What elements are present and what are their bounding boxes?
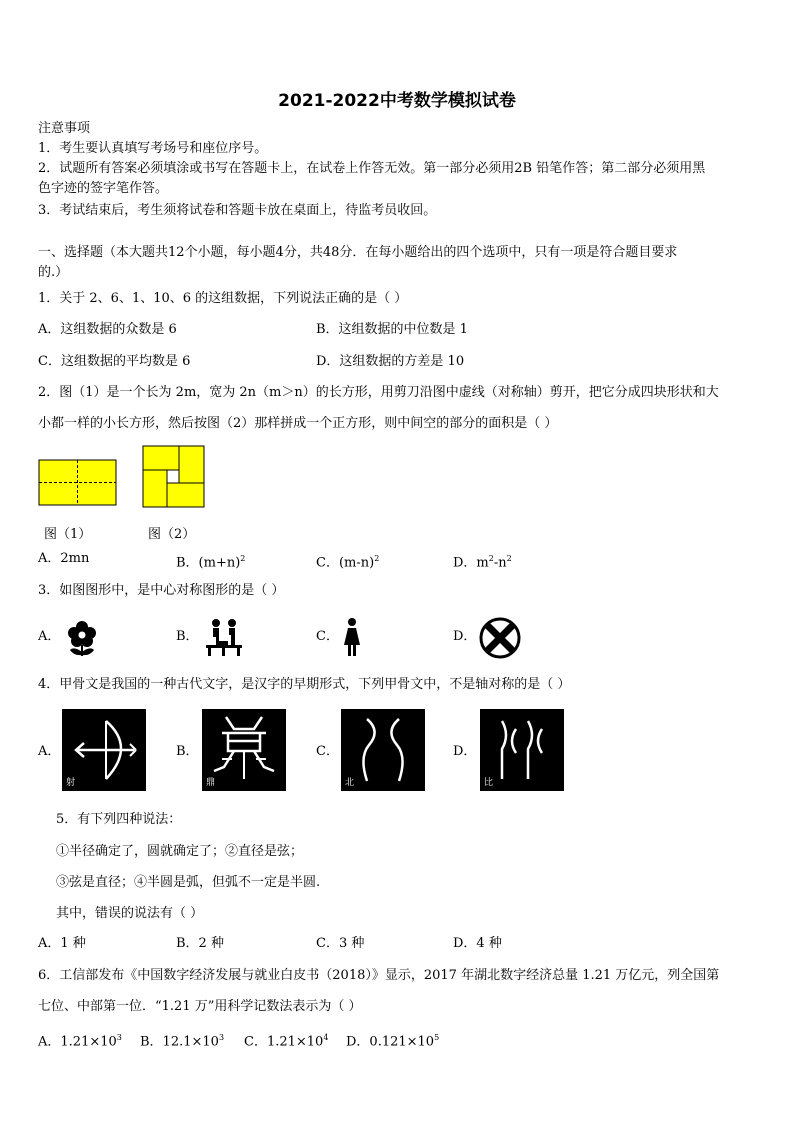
q4-stem: 4．甲骨文是我国的一种古代文字，是汉字的早期形式，下列甲骨文中，不是轴对称的是（ ） [38,677,571,692]
q3-label-d: D． [453,629,477,644]
q6-option-a: A．$1.21\times 10^3$ [38,1033,122,1050]
q6-stem-line2: 七位、中部第一位．“1.21 万”用科学记数法表示为（ ） [38,999,362,1014]
q1-option-a: A．这组数据的众数是 6 [38,322,177,337]
oracle-glyph-b [202,709,286,791]
figure-2-square [142,445,206,509]
figure-2-label: 图（2） [148,527,196,542]
q1-option-b: B．这组数据的中位数是 1 [316,322,468,337]
q2-stem-line2: 小都一样的小长方形，然后按图（2）那样拼成一个正方形，则中间空的部分的面积是（ ） [38,416,558,431]
q3-label-c: C． [316,629,339,644]
q6-option-b: B．$12.1\times 10^3$ [140,1033,225,1050]
oracle-glyph-c [341,709,425,791]
q1-stem: 1．关于 2、6、1、10、6 的这组数据，下列说法正确的是（ ） [38,291,408,306]
oracle-glyph-a [62,709,146,791]
q4-label-a: A． [38,744,61,759]
section-heading: 一、选择题（本大题共12个小题，每小题4分，共48分．在每小题给出的四个选项中，只有一项是符合题目要求 [38,245,678,260]
notice-item-1: 1．考生要认真填写考场号和座位序号。 [38,141,268,156]
q5-option-c: C．3 种 [316,936,365,951]
notice-heading: 注意事项 [38,121,91,136]
q6-option-d: D．$0.121\times 10^5$ [346,1033,440,1050]
q1-option-d: D．这组数据的方差是 10 [316,354,465,369]
glyph-caption-c: 北 [345,778,355,788]
q3-label-b: B． [176,629,199,644]
q5-question: 其中，错误的说法有（ ） [56,906,204,921]
q4-label-c: C． [316,744,339,759]
q2-option-c: C．$(m-n)^2$ [316,554,380,571]
glyph-caption-d: 比 [484,778,494,788]
q6-option-c: C．$1.21\times 10^4$ [244,1033,329,1050]
q3-label-a: A． [38,629,61,644]
section-heading-cont: 的.） [38,265,69,280]
glyph-caption-b: 鼎 [206,778,216,788]
seated-people-icon [202,617,246,657]
q3-stem: 3．如图图形中，是中心对称图形的是（ ） [38,583,285,598]
notice-item-2-cont: 色字迹的签字笔作答。 [38,181,169,196]
q2-option-a: A．2mn [38,551,90,566]
q2-option-b: B．$(m+n)^2$ [176,554,246,571]
q2-option-d: D．$m^2-n^2$ [453,554,512,571]
q5-option-a: A．1 种 [38,936,86,951]
q5-statement-1: ①半径确定了，圆就确定了；②直径是弦； [56,844,304,859]
figure-1-rectangle [38,459,118,507]
q2-stem-line1: 2．图（1）是一个长为 2m，宽为 2n（m＞n）的长方形，用剪刀沿图中虚线（对称轴）剪开，把它分成四块形状和大 [38,385,719,400]
figure-1-label: 图（1） [44,527,92,542]
q5-stem: 5．有下列四种说法： [56,812,182,827]
circle-x-icon [479,617,521,659]
flower-icon [64,618,100,658]
q5-option-b: B．2 种 [176,936,224,951]
glyph-caption-a: 射 [66,778,76,788]
q4-label-b: B． [176,744,199,759]
notice-item-3: 3．考试结束后，考生须将试卷和答题卡放在桌面上，待监考员收回。 [38,203,437,218]
oracle-glyph-d [480,709,564,791]
q5-option-d: D．4 种 [453,936,502,951]
page-title: 2021-2022中考数学模拟试卷 [278,91,516,111]
q5-statement-2: ③弦是直径；④半圆是弧，但弧不一定是半圆. [56,875,321,890]
q1-option-c: C．这组数据的平均数是 6 [38,354,191,369]
q6-stem-line1: 6．工信部发布《中国数字经济发展与就业白皮书（2018）》显示，2017 年湖北数字经济总量 1.21 万亿元，列全国第 [38,968,720,983]
q4-label-d: D． [453,744,477,759]
woman-figure-icon [342,617,362,657]
notice-item-2: 2．试题所有答案必须填涂或书写在答题卡上，在试卷上作答无效。第一部分必须用2B 铅笔作答；第二部分必须用黑 [38,161,706,176]
